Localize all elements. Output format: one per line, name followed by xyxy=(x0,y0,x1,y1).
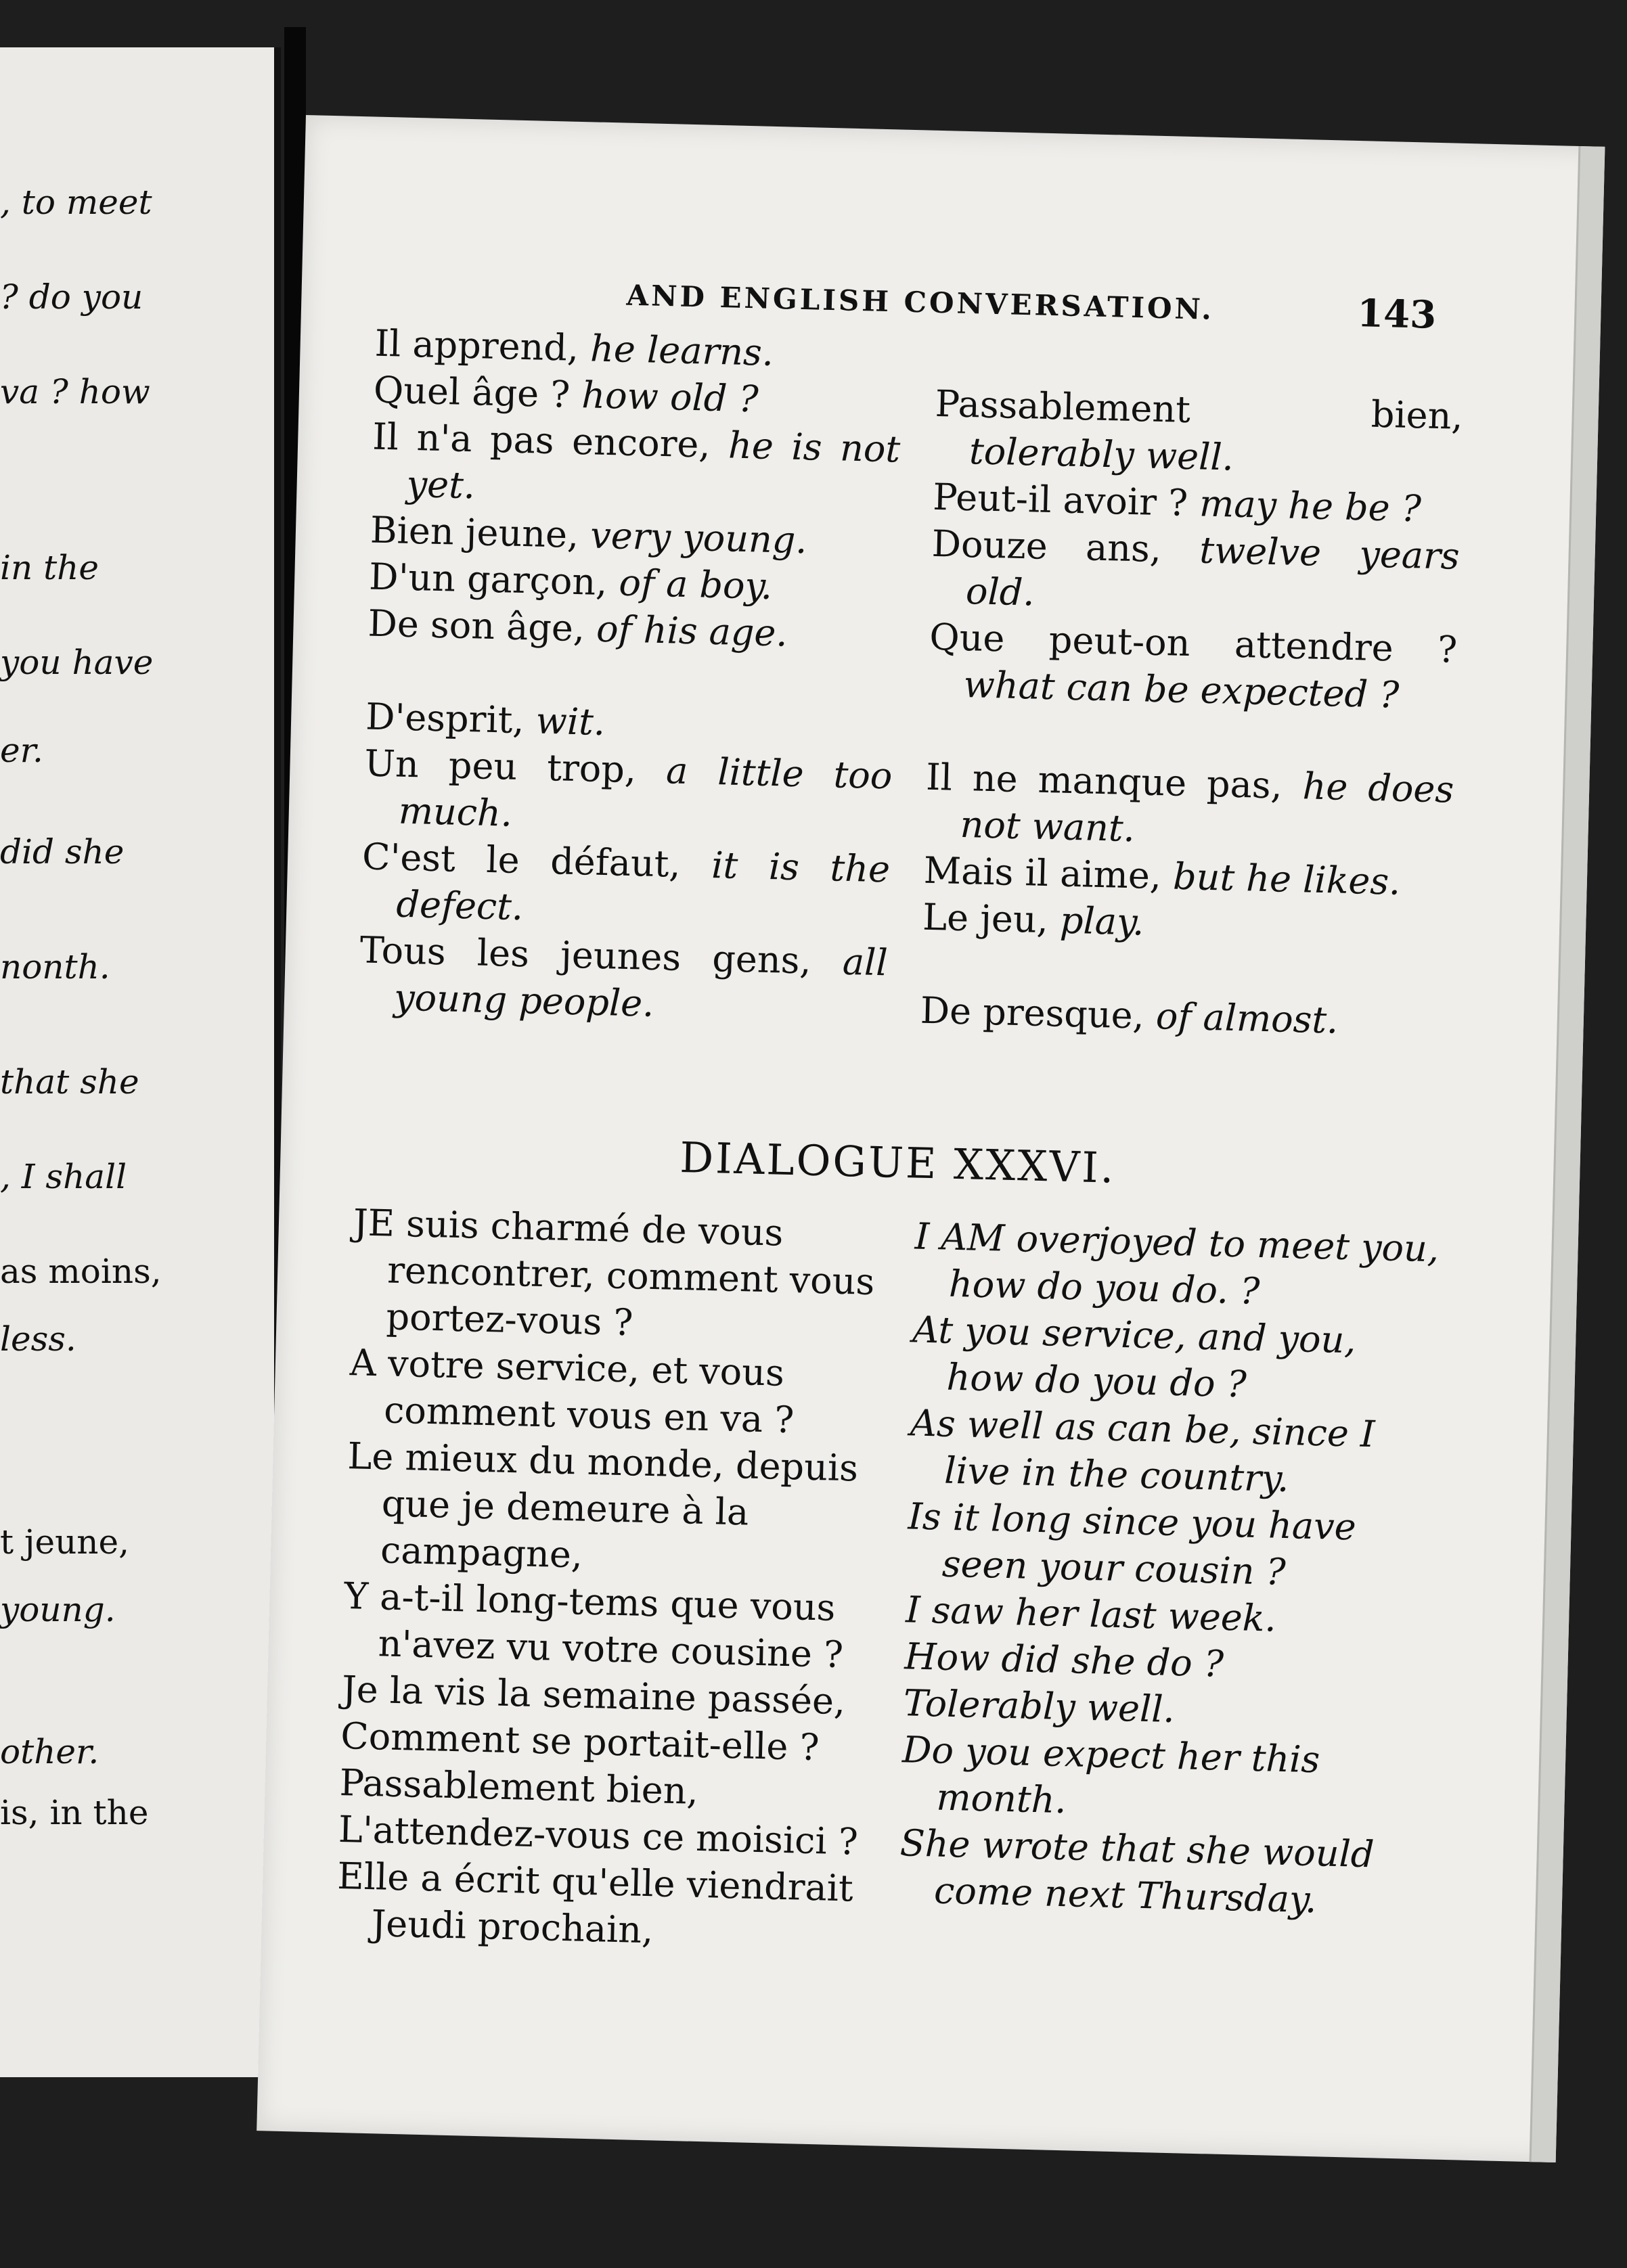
english-translation: it is the defect. xyxy=(395,843,891,929)
english-translation: tolerably well. xyxy=(968,430,1234,479)
french-phrase: Passablement bien, xyxy=(935,382,1464,438)
dialogue-line-english: How did she do ? xyxy=(904,1635,1224,1685)
vocab-entry xyxy=(933,380,1463,486)
dialogue-french-column xyxy=(336,1199,882,1959)
english-translation: very young. xyxy=(589,514,808,562)
english-translation: of a boy. xyxy=(618,561,773,608)
english-translation: he does not want. xyxy=(959,765,1454,850)
dialogue-line-french: L'attendez-vous ce moisici ? xyxy=(338,1807,859,1863)
left-page-fragment-text: that she xyxy=(0,1062,139,1102)
french-phrase: Il apprend, xyxy=(374,321,592,370)
dialogue-line-french: Elle a écrit qu'elle viendrait Jeudi prochain, xyxy=(336,1854,854,1952)
left-page-fragment-text: as moins, xyxy=(0,1252,162,1291)
vocab-entry xyxy=(363,740,893,846)
french-phrase: C'est le défaut, xyxy=(361,835,713,886)
vocab-column-right xyxy=(920,334,1465,1047)
left-page-fragment-text: va ? how xyxy=(0,372,150,411)
book-page xyxy=(257,115,1605,2162)
left-page-fragment-text: , I shall xyxy=(0,1157,127,1196)
page-edge xyxy=(1530,146,1605,2162)
french-phrase: Il n'a pas encore, xyxy=(372,415,730,467)
dialogue-line-english: She wrote that she would come next Thursday. xyxy=(899,1821,1375,1922)
left-page-fragment-text: , to meet xyxy=(0,183,152,222)
english-translation: may he be ? xyxy=(1199,482,1422,530)
left-page-fragment-text: nonth. xyxy=(0,947,110,986)
dialogue-english-column xyxy=(898,1212,1443,1926)
english-translation: he is not yet. xyxy=(405,424,901,507)
english-translation: twelve years old. xyxy=(965,528,1461,614)
dialogue-line-english: Tolerably well. xyxy=(903,1681,1176,1731)
left-page-fragment-text: is, in the xyxy=(0,1793,149,1832)
left-page-fragment-text: t jeune, xyxy=(0,1522,129,1562)
page-number: 143 xyxy=(1356,291,1437,338)
french-phrase: Mais il aime, xyxy=(923,848,1174,898)
french-phrase: Bien jeune, xyxy=(370,508,592,557)
vocab-entry xyxy=(924,754,1454,860)
dialogue-line-english: I saw her last week. xyxy=(905,1588,1277,1640)
english-translation: all young people. xyxy=(393,940,889,1025)
french-phrase: Quel âge ? xyxy=(373,368,583,417)
french-phrase: Peut-il avoir ? xyxy=(932,475,1201,525)
dialogue-line-french: Y a-t-il long-tems que vous n'avez vu votre cousine ? xyxy=(343,1574,844,1677)
french-phrase: Il ne manque pas, xyxy=(925,755,1303,808)
vocab-entry xyxy=(928,614,1458,720)
english-translation: a little too much. xyxy=(398,749,893,835)
dialogue-line-english: I AM overjoyed to meet you, how do you do. ? xyxy=(914,1215,1440,1313)
english-translation: of his age. xyxy=(596,607,788,655)
french-phrase: De presque, xyxy=(920,989,1157,1038)
vocab-column-left xyxy=(358,320,903,1033)
french-phrase: D'esprit, xyxy=(365,695,537,742)
left-page-fragment-text: young. xyxy=(0,1590,116,1629)
dialogue-line-french: JE suis charmé de vous rencontrer, comment vous portez-vous ? xyxy=(353,1201,875,1344)
dialogue-line-english: As well as can be, since I live in the country. xyxy=(910,1401,1376,1501)
english-translation: he learns. xyxy=(589,327,774,374)
dialogue-line-french: Je la vis la semaine passée, xyxy=(341,1668,846,1723)
dialogue-line-french: Le mieux du monde, depuis que je demeure à la campagne, xyxy=(347,1434,859,1577)
english-translation: how old ? xyxy=(581,373,759,421)
english-translation: what can be expected ? xyxy=(962,663,1400,717)
english-translation: but he likes. xyxy=(1172,855,1402,903)
left-page-fragment xyxy=(0,47,281,2077)
dialogue-line-english: Is it long since you have seen your cousin ? xyxy=(907,1495,1357,1594)
vocab-entry xyxy=(371,413,901,520)
left-page-fragment-text: ? do you xyxy=(0,277,143,317)
french-phrase: De son âge, xyxy=(367,602,597,650)
dialogue-line-french: Passablement bien, xyxy=(339,1761,699,1813)
english-translation: wit. xyxy=(535,699,606,744)
french-phrase: Le jeu, xyxy=(922,895,1061,942)
french-phrase: Tous les jeunes gens, xyxy=(359,928,843,983)
french-phrase: Un peu trop, xyxy=(363,742,667,792)
dialogue-line-english: At you service, and you, how do you do ? xyxy=(912,1308,1357,1406)
dialogue-line-french: Comment se portait-elle ? xyxy=(340,1714,820,1769)
left-page-fragment-text: you have xyxy=(0,643,154,682)
english-translation: of almost. xyxy=(1155,995,1339,1042)
left-page-fragment-text: did she xyxy=(0,832,125,871)
dialogue-line-french: A votre service, et vous comment vous en va ? xyxy=(349,1341,795,1442)
left-page-fragment-text: er. xyxy=(0,731,43,770)
left-page-fragment-text: less. xyxy=(0,1319,76,1359)
french-phrase: Douze ans, xyxy=(931,522,1201,572)
english-translation: play. xyxy=(1059,899,1145,944)
running-header: AND ENGLISH CONVERSATION. xyxy=(626,278,1215,326)
vocab-entry xyxy=(930,520,1460,627)
left-page-fragment-text: in the xyxy=(0,548,99,587)
french-phrase: D'un garçon, xyxy=(368,555,620,604)
french-phrase: Que peut-on attendre ? xyxy=(929,615,1458,671)
dialogue-line-english: Do you expect her this month. xyxy=(901,1728,1320,1822)
vocab-entry xyxy=(358,926,888,1033)
left-page-fragment-text: other. xyxy=(0,1732,99,1771)
dialogue-title: DIALOGUE XXXVI. xyxy=(679,1132,1117,1193)
vocab-entry xyxy=(361,833,891,939)
